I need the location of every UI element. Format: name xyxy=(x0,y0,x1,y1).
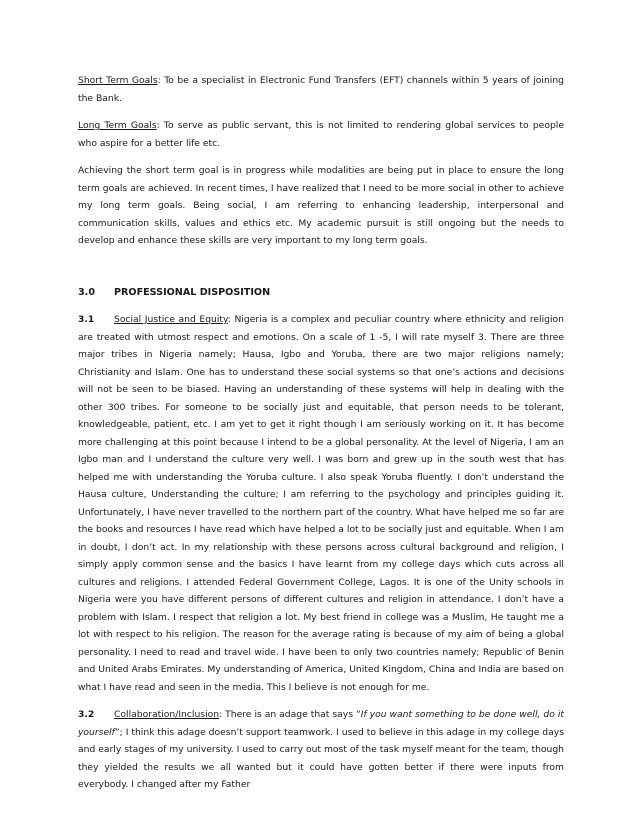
collaboration-text-after: ”; I think this adage doesn’t support teamwork. I used to believe in this adage in my college days and early stages of my university. I used to carry out most of the task myself meant for the team, though they yielded the results we all wanted but it could have gotten better if there were inputs from everybody. I changed after my Father xyxy=(78,726,564,790)
subsection-number-3-2: 3.2 xyxy=(78,709,95,720)
social-justice-text: : Nigeria is a complex and peculiar country where ethnicity and religion are treated with utmost respect and emotions. On a scale of 1 -5, I will rate myself 3. There are three major tribes in Nigeria namely; Hausa, Igbo and Yoruba, there are two major religions namely; Christianity and Islam. One has to understand these social systems so that one’s actions and decisions will not be seen to be biased. Having an understanding of these systems will help in dealing with the other 300 tribes. For someone to be socially just and equitable, that person needs to be tolerant, knowledgeable, patient, etc. I am yet to get it right though I am seriously working on it. It has become more challenging at this point because I intend to be a global personality. At the level of Nigeria, I am an Igbo man and I understand the culture very well. I was born and grew up in the south west that has helped me with understanding the Yoruba culture. I also speak Yoruba fluently. I don’t understand the Hausa culture, Understanding the culture; I am referring to the psychology and principles guiding it. Unfortunately, I have never travelled to the northern part of the country. What have helped me so far are the books and resources I have read which have helped a lot to be socially just and equitable. When I am in doubt, I don’t act. In my relationship with these persons across cultural background and religion, I simply apply common sense and the basics I have learnt from my college days which cuts across all cultures and religions. I attended Federal Government College, Lagos. It is one of the Unity schools in Nigeria were you have different persons of different cultures and religion in attendance. I don’t have a problem with Islam. I respect that religion a lot. My best friend in college was a Muslim, He taught me a lot with respect to his religion. The reason for the average rating is because of my aim of being a global personality. I need to read and travel wide. I have been to only two countries namely; Republic of Benin and United Arabs Emirates. My understanding of America, United Kingdom, China and India are based on what I have read and seen in the media. This I believe is not enough for me. xyxy=(78,314,564,693)
social-justice-paragraph xyxy=(78,311,564,696)
social-justice-label: Social Justice and Equity xyxy=(114,314,228,325)
goals-progress-paragraph: Achieving the short term goal is in progress while modalities are being put in place to ensure the long term goals are achieved. In recent times, I have realized that I need to be more social in other to achieve my long term goals. Being social, I am referring to enhancing leadership, interpersonal and communication skills, values and ethics etc. My academic pursuit is still ongoing but the needs to develop and enhance these skills are very important to my long term goals. xyxy=(78,165,564,246)
section-number: 3.0 xyxy=(78,286,95,298)
long-term-goals-paragraph xyxy=(78,117,564,152)
collaboration-paragraph xyxy=(78,706,564,794)
short-term-goals-paragraph xyxy=(78,72,564,107)
long-term-goals-text: : To serve as public servant, this is not limited to rendering global services to people who aspire for a better life etc. xyxy=(78,120,564,149)
section-title: PROFESSIONAL DISPOSITION xyxy=(114,286,271,298)
collaboration-label: Collaboration/Inclusion xyxy=(114,709,220,720)
section-heading xyxy=(78,284,564,302)
long-term-goals-label: Long Term Goals xyxy=(78,120,157,131)
short-term-goals-label: Short Term Goals xyxy=(78,75,158,86)
adage-quote: If you want something to be done well, do it yourself xyxy=(78,709,564,738)
short-term-goals-text: : To be a specialist in Electronic Fund Transfers (EFT) channels within 5 years of joining the Bank. xyxy=(78,75,564,104)
collaboration-text-before: : There is an adage that says “ xyxy=(219,709,361,720)
subsection-number-3-1: 3.1 xyxy=(78,314,95,325)
